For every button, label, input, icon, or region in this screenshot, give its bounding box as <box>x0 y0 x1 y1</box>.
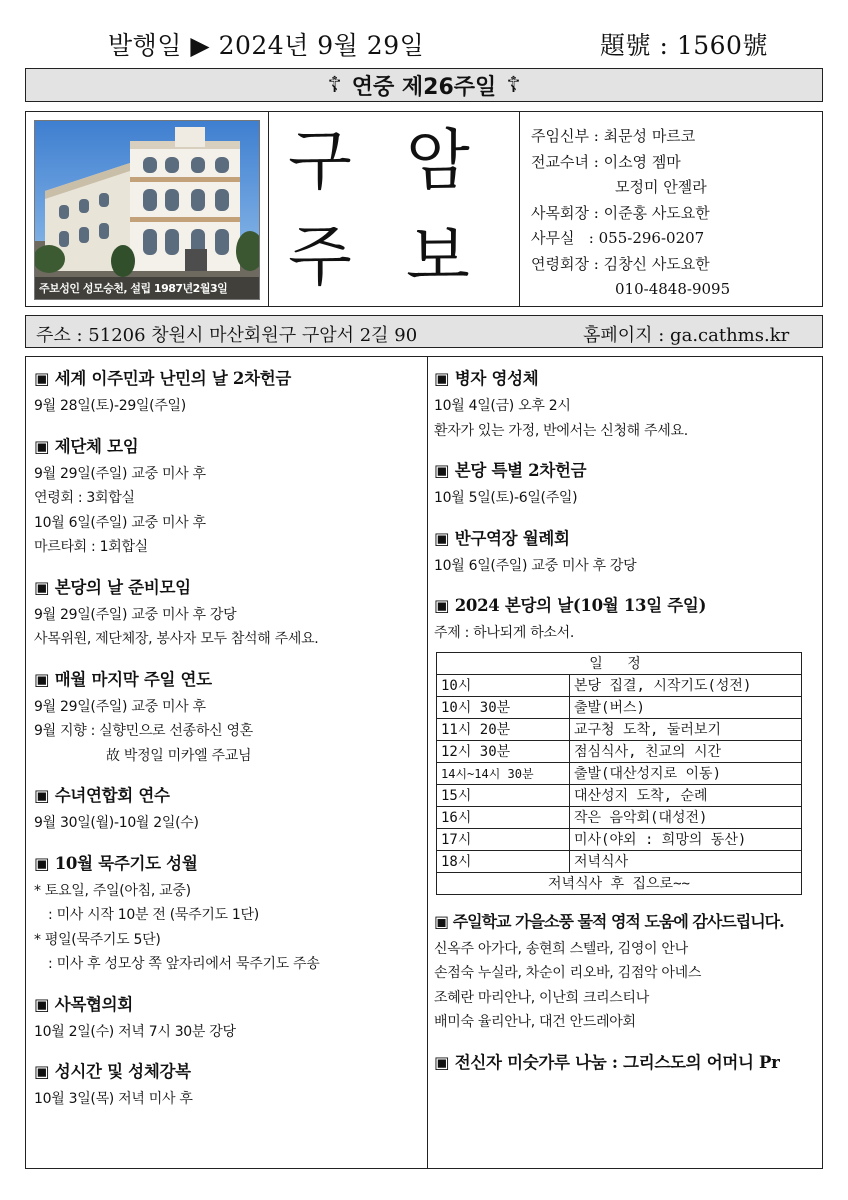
right-column <box>434 365 818 1087</box>
cross-icon-right: ☦ <box>506 72 521 98</box>
schedule-time: 10시 <box>437 674 570 696</box>
news-body <box>25 356 823 1169</box>
notice-title: ▣ 주일학교 가을소풍 물적 영적 도움에 감사드립니다. <box>434 911 784 931</box>
left-column <box>34 365 419 1126</box>
address: 주소 : 51206 창원시 마산회원구 구암서 2길 90 <box>36 325 418 346</box>
schedule-event: 점심식사, 친교의 시간 <box>570 740 802 762</box>
notice-title: ▣ 사목협의회 <box>34 994 133 1014</box>
notice-item <box>434 592 818 895</box>
notice-line: 사목위원, 제단체장, 봉사자 모두 참석해 주세요. <box>34 631 319 647</box>
staff-value: 최문성 마르코 <box>603 127 696 145</box>
notice-line: 10월 2일(수) 저녁 7시 30분 강당 <box>34 1023 236 1040</box>
notice-line: 마르타회 : 1회합실 <box>34 539 148 555</box>
notice-item <box>34 782 419 836</box>
schedule-event: 출발(대산성지로 이동) <box>570 762 802 784</box>
staff-value: 모정미 안젤라 <box>615 178 707 196</box>
staff-value: 055-296-0207 <box>598 229 705 247</box>
staff-label: 연령회장 : <box>531 254 599 273</box>
masthead-char-4: 보 <box>406 218 470 295</box>
notice-item <box>434 457 818 511</box>
staff-value: 이준홍 사도요한 <box>603 203 710 222</box>
schedule-row <box>437 674 802 696</box>
schedule-row <box>437 718 802 740</box>
schedule-time: 11시 20분 <box>437 718 570 740</box>
schedule-header: 일 정 <box>437 652 802 674</box>
notice-line: : 미사 시작 10분 전 (묵주기도 1단) <box>48 907 259 923</box>
schedule-time: 14시~14시 30분 <box>437 762 570 784</box>
notice-line: 10월 6일(주일) 교중 미사 후 <box>34 514 206 531</box>
notice-line: 故 박정일 미카엘 주교님 <box>106 747 252 764</box>
notice-line: : 미사 후 성모상 쪽 앞자리에서 묵주기도 주송 <box>48 956 320 972</box>
column-divider <box>427 357 428 1168</box>
notice-line: 10월 6일(주일) 교중 미사 후 강당 <box>434 557 637 574</box>
notice-title: ▣ 10월 묵주기도 성월 <box>34 853 198 873</box>
staff-value: 010-4848-9095 <box>615 280 731 298</box>
notice-item <box>34 574 419 652</box>
notice-line: * 평일(묵주기도 5단) <box>34 931 161 948</box>
notice-title: ▣ 제단체 모임 <box>34 436 139 456</box>
notice-line: 연령회 : 3회합실 <box>34 490 135 506</box>
church-photo <box>34 120 260 300</box>
notice-line: 9월 28일(토)-29일(주일) <box>34 398 186 414</box>
notice-line: 신옥주 아가다, 송현희 스텔라, 김영이 안나 <box>434 940 688 957</box>
title-bar <box>25 68 823 102</box>
notice-item <box>434 525 818 579</box>
schedule-event: 대산성지 도착, 순례 <box>570 784 802 806</box>
schedule-row <box>437 850 802 872</box>
notice-line: 10월 3일(목) 저녁 미사 후 <box>34 1091 193 1107</box>
notice-item <box>34 666 419 769</box>
schedule-row <box>437 696 802 718</box>
notice-line: 조혜란 마리안나, 이난희 크리스티나 <box>434 989 649 1006</box>
notice-line: 9월 29일(주일) 교중 미사 후 <box>34 465 206 482</box>
notice-line: 주제 : 하나되게 하소서. <box>434 625 575 641</box>
schedule-event: 작은 음악회(대성전) <box>570 806 802 828</box>
notice-title: ▣ 병자 영성체 <box>434 369 539 388</box>
staff-row <box>531 277 730 303</box>
notice-title: ▣ 매월 마지막 주일 연도 <box>34 669 212 689</box>
notice-title: ▣ 본당 특별 2차헌금 <box>434 461 587 480</box>
thanks-notice <box>434 909 818 1035</box>
notice-line: * 토요일, 주일(아침, 교중) <box>34 882 191 899</box>
schedule-time: 12시 30분 <box>437 740 570 762</box>
schedule-event: 출발(버스) <box>570 696 802 718</box>
schedule-row <box>437 784 802 806</box>
photo-caption: 주보성인 성모승천, 설립 1987년2월3일 <box>35 277 259 299</box>
notice-line: 9월 30일(월)-10월 2일(수) <box>34 815 199 831</box>
notice-title: ▣ 반구역장 월례회 <box>434 528 570 548</box>
schedule-row <box>437 828 802 850</box>
notice-line: 10월 4일(금) 오후 2시 <box>434 398 571 414</box>
schedule-time: 15시 <box>437 784 570 806</box>
notice-title: ▣ 수녀연합회 연수 <box>34 786 170 805</box>
staff-row <box>531 150 730 176</box>
notice-line: 배미숙 율리안나, 대건 안드레아회 <box>434 1014 636 1030</box>
schedule-row <box>437 740 802 762</box>
schedule-event: 미사(야외 : 희망의 동산) <box>570 828 802 850</box>
schedule-footer-row <box>437 872 802 894</box>
notice-title: ▣ 성시간 및 성체강복 <box>34 1062 191 1081</box>
page-title: 연중 제26주일 <box>351 74 497 100</box>
notice-item <box>34 991 419 1045</box>
schedule-time: 10시 30분 <box>437 696 570 718</box>
staff-row <box>531 252 730 278</box>
address-bar <box>25 315 823 348</box>
schedule-event: 교구청 도착, 둘러보기 <box>570 718 802 740</box>
masthead-char-3: 주 <box>288 218 352 295</box>
notice-item <box>34 1058 419 1112</box>
schedule-time: 16시 <box>437 806 570 828</box>
notice-line: 손점숙 누실라, 차순이 리오바, 김점악 아네스 <box>434 965 702 981</box>
notice-line: 9월 지향 : 실향민으로 선종하신 영혼 <box>34 723 253 739</box>
schedule-event: 저녁식사 <box>570 850 802 872</box>
divider <box>519 112 520 306</box>
notice-item <box>34 850 419 977</box>
schedule-time: 18시 <box>437 850 570 872</box>
notice-line: 환자가 있는 가정, 반에서는 신청해 주세요. <box>434 422 688 439</box>
staff-value: 김창신 사도요한 <box>603 254 710 273</box>
notice-title: ▣ 2024 본당의 날(10월 13일 주일) <box>434 596 707 615</box>
staff-list <box>531 124 730 303</box>
staff-row <box>531 201 730 227</box>
staff-row <box>531 175 730 201</box>
schedule-row <box>437 806 802 828</box>
notice-title: ▣ 본당의 날 준비모임 <box>34 577 191 597</box>
schedule-row <box>437 762 802 784</box>
publication-date: 발행일 ▶ 2024년 9월 29일 <box>108 31 425 60</box>
notice-title: ▣ 세계 이주민과 난민의 날 2차헌금 <box>34 369 291 388</box>
staff-label: 전교수녀 : <box>531 152 599 171</box>
cross-icon-left: ☦ <box>327 72 342 98</box>
notice-item <box>434 365 818 443</box>
staff-label: 주임신부 : <box>531 127 599 145</box>
issue-number: 題號 : 1560號 <box>600 31 768 60</box>
notice-item <box>434 1049 818 1073</box>
masthead-char-1: 구 <box>288 122 352 199</box>
schedule-event: 본당 집결, 시작기도(성전) <box>570 674 802 696</box>
divider <box>268 112 269 306</box>
notice-item <box>34 433 419 560</box>
church-building-image <box>35 121 260 300</box>
staff-row <box>531 226 730 252</box>
staff-label: 사목회장 : <box>531 203 599 222</box>
staff-label: 사무실 : <box>531 229 594 247</box>
schedule-header-row <box>437 652 802 674</box>
schedule-footer: 저녁식사 후 집으로~~ <box>437 872 802 894</box>
notice-line: 10월 5일(토)-6일(주일) <box>434 490 578 506</box>
schedule-time: 17시 <box>437 828 570 850</box>
staff-row <box>531 124 730 150</box>
masthead-char-2: 암 <box>406 122 470 199</box>
homepage-link[interactable]: 홈페이지 : ga.cathms.kr <box>583 325 790 346</box>
notice-title: ▣ 전신자 미숫가루 나눔 : 그리스도의 어머니 Pr <box>434 1052 780 1072</box>
notice-line: 9월 29일(주일) 교중 미사 후 <box>34 698 206 715</box>
staff-value: 이소영 젬마 <box>603 152 681 171</box>
notice-line: 9월 29일(주일) 교중 미사 후 강당 <box>34 606 237 623</box>
notice-item <box>34 365 419 419</box>
schedule-table <box>436 652 802 895</box>
masthead-box <box>25 111 823 307</box>
